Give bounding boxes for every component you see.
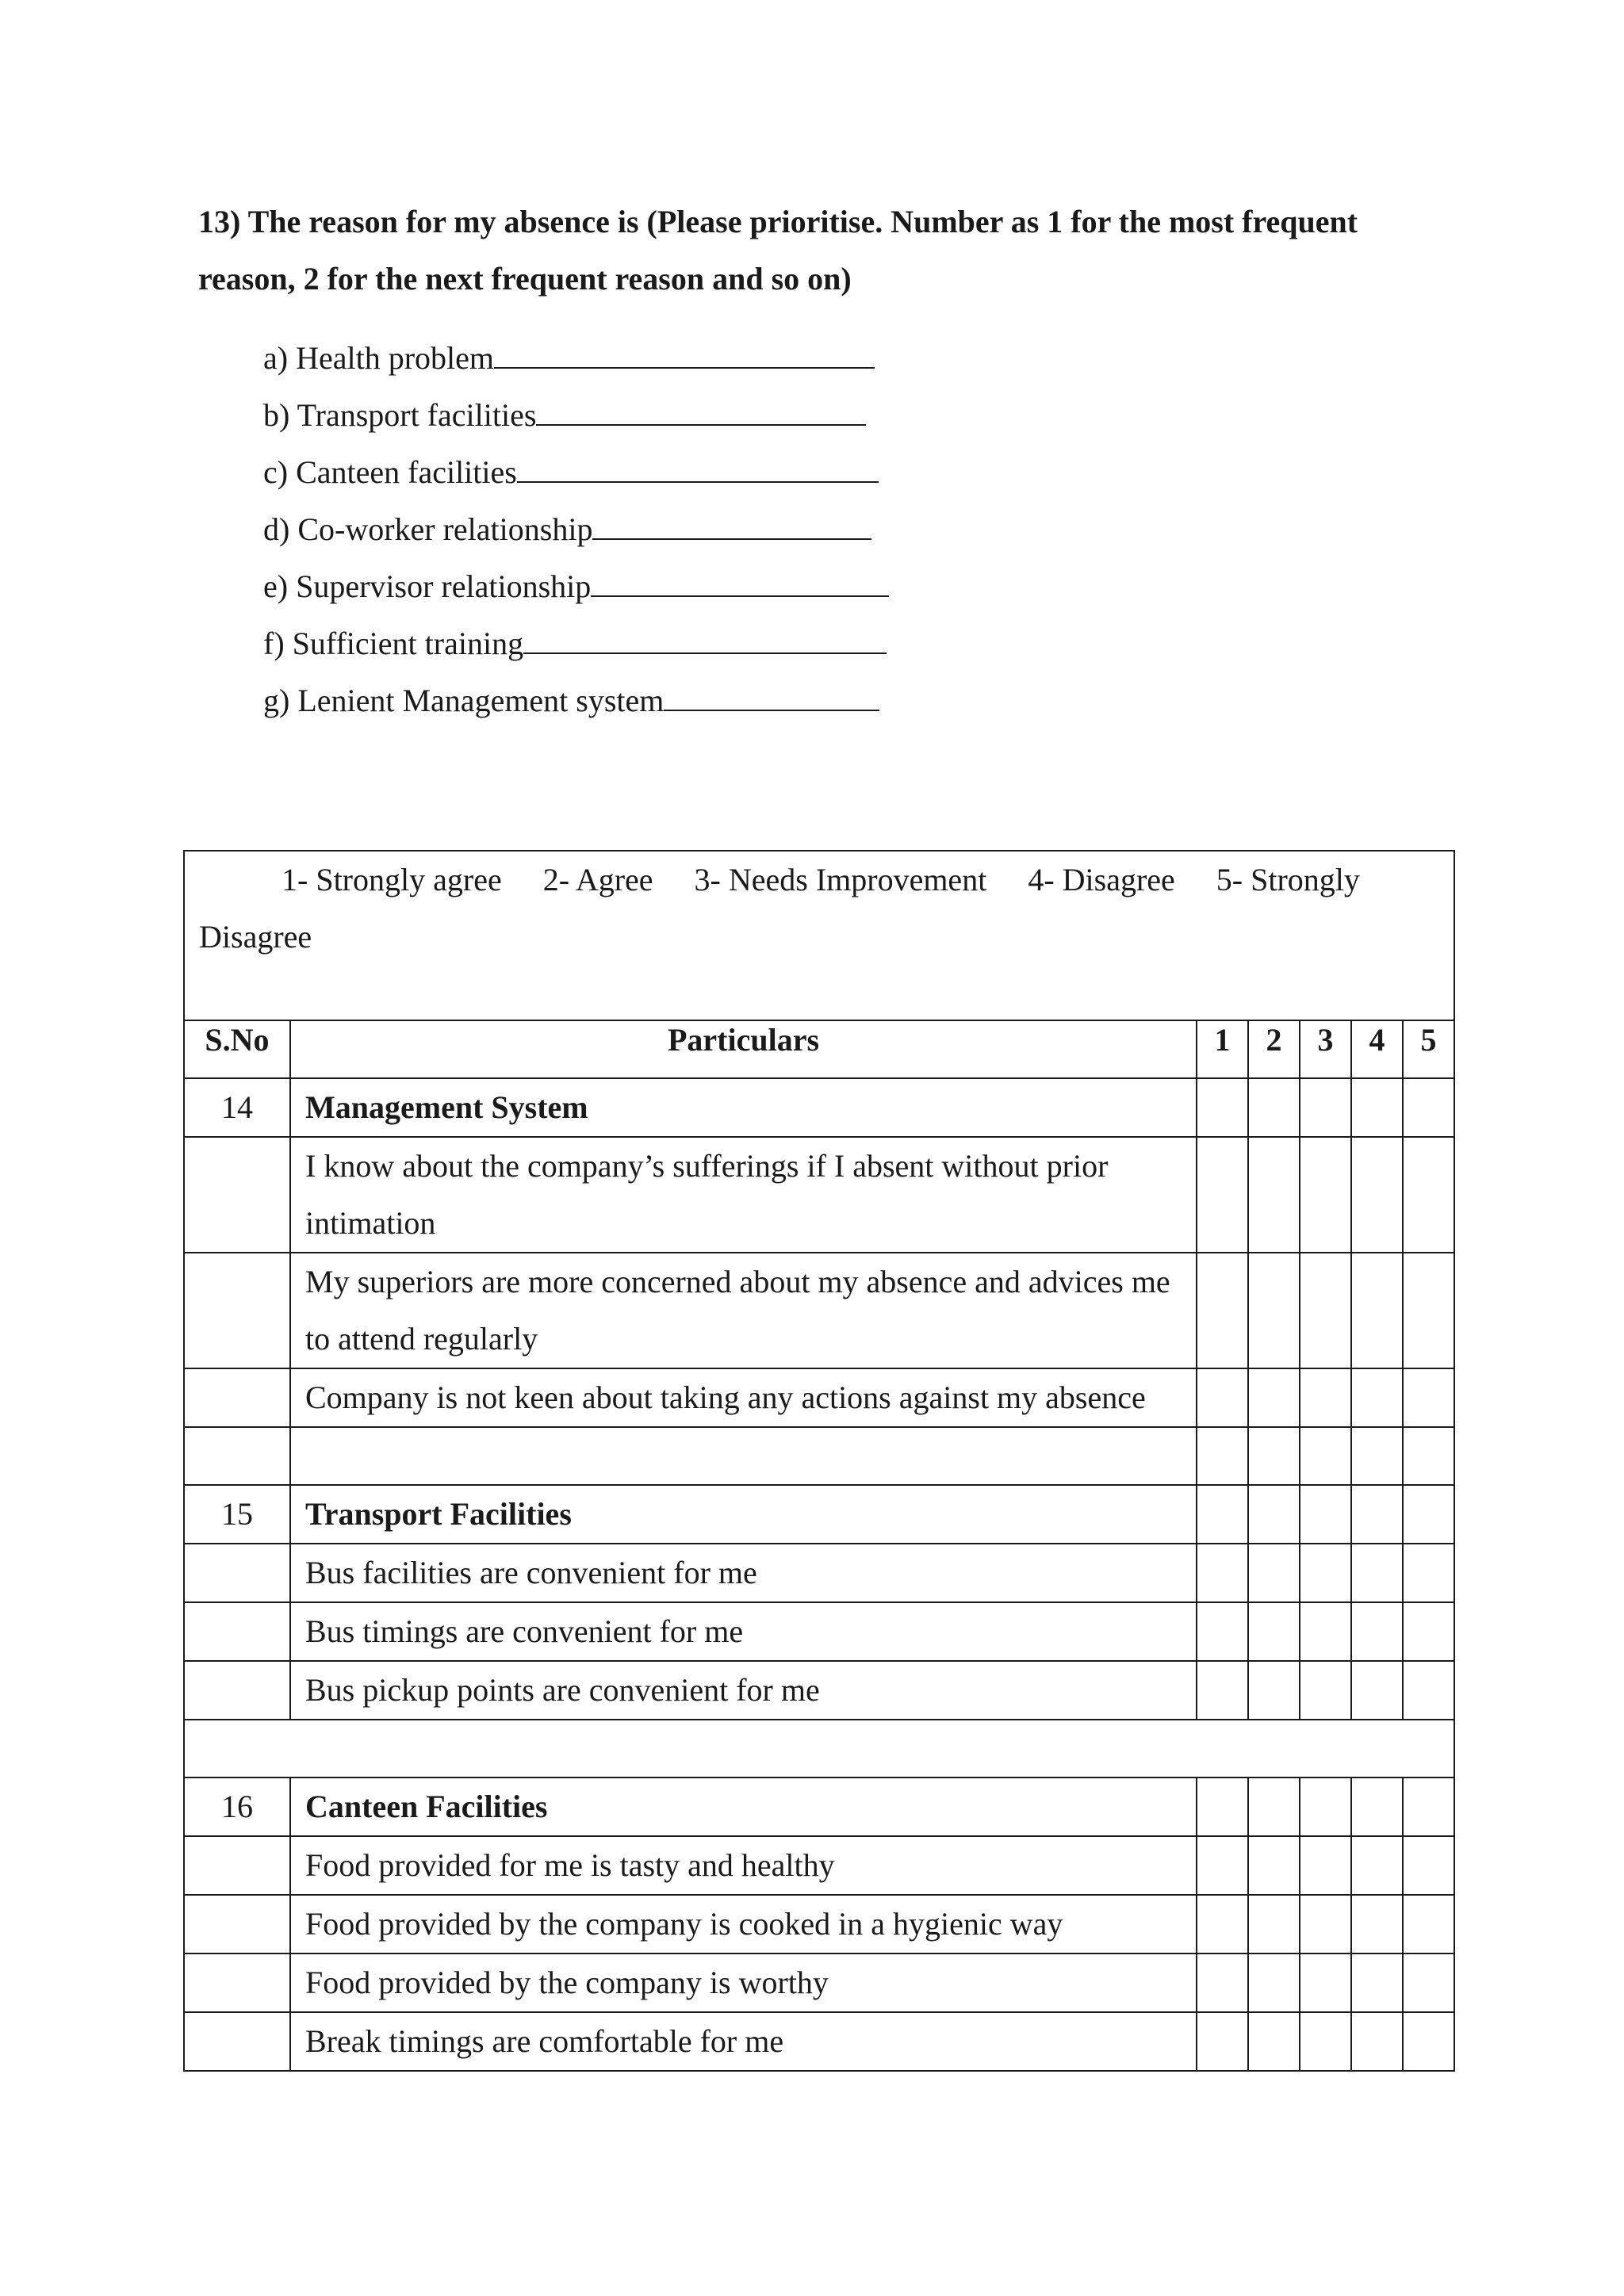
option-label: f) Sufficient training xyxy=(263,626,524,661)
legend-item: 5- Strongly xyxy=(1216,862,1360,897)
header-particulars: Particulars xyxy=(290,1020,1197,1078)
rating-cell-1[interactable] xyxy=(1197,1602,1248,1661)
rating-cell-2[interactable] xyxy=(1248,1253,1300,1368)
sno-cell xyxy=(184,1602,290,1661)
rating-cell-5[interactable] xyxy=(1403,1137,1454,1253)
scale-legend-row xyxy=(184,851,1454,1020)
rank-answer-blank[interactable] xyxy=(664,681,879,711)
rating-cell-5[interactable] xyxy=(1403,1836,1454,1895)
rating-cell-2[interactable] xyxy=(1248,1544,1300,1602)
rating-cell-4[interactable] xyxy=(1351,1777,1403,1836)
rating-cell-2[interactable] xyxy=(1248,1368,1300,1427)
header-scale-3: 3 xyxy=(1300,1020,1351,1078)
rank-answer-blank[interactable] xyxy=(494,339,875,369)
rating-cell-1[interactable] xyxy=(1197,1368,1248,1427)
statement-row xyxy=(184,1602,1454,1661)
statement-row xyxy=(184,1661,1454,1720)
section-number: 15 xyxy=(184,1485,290,1544)
legend-item: 4- Disagree xyxy=(1028,862,1175,897)
section-number: 16 xyxy=(184,1777,290,1836)
sno-cell xyxy=(184,2012,290,2071)
statement-row xyxy=(184,1368,1454,1427)
option-co-worker-relationship xyxy=(263,501,889,558)
rating-cell-3[interactable] xyxy=(1300,1137,1351,1253)
option-label: a) Health problem xyxy=(263,340,494,376)
statement-text: I know about the company’s sufferings if I absent without prior intimation xyxy=(290,1137,1197,1253)
rating-table xyxy=(183,850,1455,2072)
option-lenient-management-system xyxy=(263,672,889,729)
section-separator-row xyxy=(184,1720,1454,1777)
option-health-problem xyxy=(263,330,889,387)
rank-answer-blank[interactable] xyxy=(536,396,866,426)
blank-cell xyxy=(184,1427,290,1485)
rank-answer-blank[interactable] xyxy=(517,453,879,483)
rating-cell-1[interactable] xyxy=(1197,1954,1248,2012)
blank-cell[interactable] xyxy=(1197,1427,1248,1485)
scale-legend xyxy=(184,851,1454,1020)
rating-cell-5[interactable] xyxy=(1403,1485,1454,1544)
rating-cell-5[interactable] xyxy=(1403,1544,1454,1602)
rating-cell-1[interactable] xyxy=(1197,1078,1248,1137)
statement-row xyxy=(184,1836,1454,1895)
rating-cell-2[interactable] xyxy=(1248,1777,1300,1836)
sno-cell xyxy=(184,1895,290,1954)
rating-cell-5[interactable] xyxy=(1403,2012,1454,2071)
rating-cell-3[interactable] xyxy=(1300,1544,1351,1602)
statement-text: Food provided for me is tasty and healthy xyxy=(290,1836,1197,1895)
rating-cell-3[interactable] xyxy=(1300,1078,1351,1137)
rating-cell-1[interactable] xyxy=(1197,1544,1248,1602)
rating-cell-1[interactable] xyxy=(1197,2012,1248,2071)
section-number: 14 xyxy=(184,1078,290,1137)
statement-row xyxy=(184,2012,1454,2071)
rating-cell-3[interactable] xyxy=(1300,1777,1351,1836)
rating-cell-2[interactable] xyxy=(1248,1137,1300,1253)
sno-cell xyxy=(184,1954,290,2012)
section-title: Transport Facilities xyxy=(290,1485,1197,1544)
option-label: c) Canteen facilities xyxy=(263,454,517,490)
rating-cell-1[interactable] xyxy=(1197,1777,1248,1836)
legend-item: 3- Needs Improvement xyxy=(694,862,987,897)
sno-cell xyxy=(184,1368,290,1427)
table-header-row xyxy=(184,1020,1454,1078)
blank-cell[interactable] xyxy=(1300,1427,1351,1485)
question-13-prompt: 13) The reason for my absence is (Please prioritise. Number as 1 for the most frequent reason, 2 for the next frequent reason and so on) xyxy=(198,204,1358,297)
rating-cell-2[interactable] xyxy=(1248,1661,1300,1720)
statement-row xyxy=(184,1544,1454,1602)
rating-cell-4[interactable] xyxy=(1351,1137,1403,1253)
rating-cell-3[interactable] xyxy=(1300,1485,1351,1544)
statement-row xyxy=(184,1137,1454,1253)
option-label: g) Lenient Management system xyxy=(263,683,665,718)
rating-cell-3[interactable] xyxy=(1300,1602,1351,1661)
reason-options-list xyxy=(263,330,889,729)
blank-cell xyxy=(290,1427,1197,1485)
rating-cell-1[interactable] xyxy=(1197,1836,1248,1895)
sno-cell xyxy=(184,1253,290,1368)
header-scale-5: 5 xyxy=(1403,1020,1454,1078)
statement-text: Company is not keen about taking any actions against my absence xyxy=(290,1368,1197,1427)
statement-text: Break timings are comfortable for me xyxy=(290,2012,1197,2071)
rating-cell-3[interactable] xyxy=(1300,1253,1351,1368)
rating-cell-4[interactable] xyxy=(1351,1895,1403,1954)
header-scale-1: 1 xyxy=(1197,1020,1248,1078)
blank-row xyxy=(184,1427,1454,1485)
header-sno: S.No xyxy=(184,1020,290,1078)
rating-cell-2[interactable] xyxy=(1248,1078,1300,1137)
statement-text: Bus pickup points are convenient for me xyxy=(290,1661,1197,1720)
rating-cell-5[interactable] xyxy=(1403,1602,1454,1661)
rating-cell-1[interactable] xyxy=(1197,1485,1248,1544)
legend-continuation: Disagree xyxy=(199,919,312,955)
blank-cell[interactable] xyxy=(1403,1427,1454,1485)
header-scale-2: 2 xyxy=(1248,1020,1300,1078)
rating-cell-1[interactable] xyxy=(1197,1895,1248,1954)
blank-cell[interactable] xyxy=(1248,1427,1300,1485)
header-scale-4: 4 xyxy=(1351,1020,1403,1078)
rating-cell-4[interactable] xyxy=(1351,1485,1403,1544)
legend-item: 2- Agree xyxy=(542,862,653,897)
section-title: Canteen Facilities xyxy=(290,1777,1197,1836)
rating-cell-1[interactable] xyxy=(1197,1253,1248,1368)
option-canteen-facilities xyxy=(263,444,889,501)
rating-cell-1[interactable] xyxy=(1197,1137,1248,1253)
rating-cell-4[interactable] xyxy=(1351,2012,1403,2071)
rating-cell-3[interactable] xyxy=(1300,1954,1351,2012)
rating-cell-2[interactable] xyxy=(1248,1836,1300,1895)
section-row xyxy=(184,1485,1454,1544)
rating-cell-5[interactable] xyxy=(1403,1777,1454,1836)
rating-cell-5[interactable] xyxy=(1403,1078,1454,1137)
rank-answer-blank[interactable] xyxy=(592,510,871,540)
rating-cell-4[interactable] xyxy=(1351,1368,1403,1427)
rating-cell-2[interactable] xyxy=(1248,1895,1300,1954)
statement-text: Bus timings are convenient for me xyxy=(290,1602,1197,1661)
statement-text: Food provided by the company is worthy xyxy=(290,1954,1197,2012)
rating-cell-4[interactable] xyxy=(1351,1253,1403,1368)
rating-cell-1[interactable] xyxy=(1197,1661,1248,1720)
sno-cell xyxy=(184,1137,290,1253)
statement-text: Food provided by the company is cooked in a hygienic way xyxy=(290,1895,1197,1954)
sno-cell xyxy=(184,1661,290,1720)
section-title: Management System xyxy=(290,1078,1197,1137)
rating-cell-4[interactable] xyxy=(1351,1661,1403,1720)
blank-cell[interactable] xyxy=(1351,1427,1403,1485)
rating-cell-3[interactable] xyxy=(1300,1895,1351,1954)
rating-cell-2[interactable] xyxy=(1248,1602,1300,1661)
rating-cell-3[interactable] xyxy=(1300,1661,1351,1720)
rating-cell-5[interactable] xyxy=(1403,1253,1454,1368)
rating-cell-2[interactable] xyxy=(1248,2012,1300,2071)
rank-answer-blank[interactable] xyxy=(591,567,889,597)
legend-item: 1- Strongly agree xyxy=(282,862,502,897)
statement-row xyxy=(184,1954,1454,2012)
section-row xyxy=(184,1777,1454,1836)
statement-row xyxy=(184,1253,1454,1368)
rating-cell-4[interactable] xyxy=(1351,1602,1403,1661)
rating-cell-4[interactable] xyxy=(1351,1954,1403,2012)
option-label: e) Supervisor relationship xyxy=(263,568,592,604)
section-row xyxy=(184,1078,1454,1137)
option-sufficient-training xyxy=(263,615,889,672)
rank-answer-blank[interactable] xyxy=(523,624,887,654)
rating-cell-2[interactable] xyxy=(1248,1954,1300,2012)
sno-cell xyxy=(184,1836,290,1895)
rating-cell-3[interactable] xyxy=(1300,1368,1351,1427)
rating-cell-2[interactable] xyxy=(1248,1485,1300,1544)
statement-row xyxy=(184,1895,1454,1954)
rating-cell-5[interactable] xyxy=(1403,1954,1454,2012)
option-transport-facilities xyxy=(263,387,889,444)
option-label: d) Co-worker relationship xyxy=(263,511,593,547)
rating-cell-5[interactable] xyxy=(1403,1368,1454,1427)
separator-cell xyxy=(184,1720,1454,1777)
option-supervisor-relationship xyxy=(263,558,889,615)
option-label: b) Transport facilities xyxy=(263,397,537,433)
rating-cell-3[interactable] xyxy=(1300,2012,1351,2071)
rating-cell-4[interactable] xyxy=(1351,1078,1403,1137)
rating-cell-4[interactable] xyxy=(1351,1544,1403,1602)
rating-cell-5[interactable] xyxy=(1403,1895,1454,1954)
statement-text: My superiors are more concerned about my absence and advices me to attend regularly xyxy=(290,1253,1197,1368)
rating-cell-3[interactable] xyxy=(1300,1836,1351,1895)
rating-cell-4[interactable] xyxy=(1351,1836,1403,1895)
sno-cell xyxy=(184,1544,290,1602)
statement-text: Bus facilities are convenient for me xyxy=(290,1544,1197,1602)
rating-cell-5[interactable] xyxy=(1403,1661,1454,1720)
